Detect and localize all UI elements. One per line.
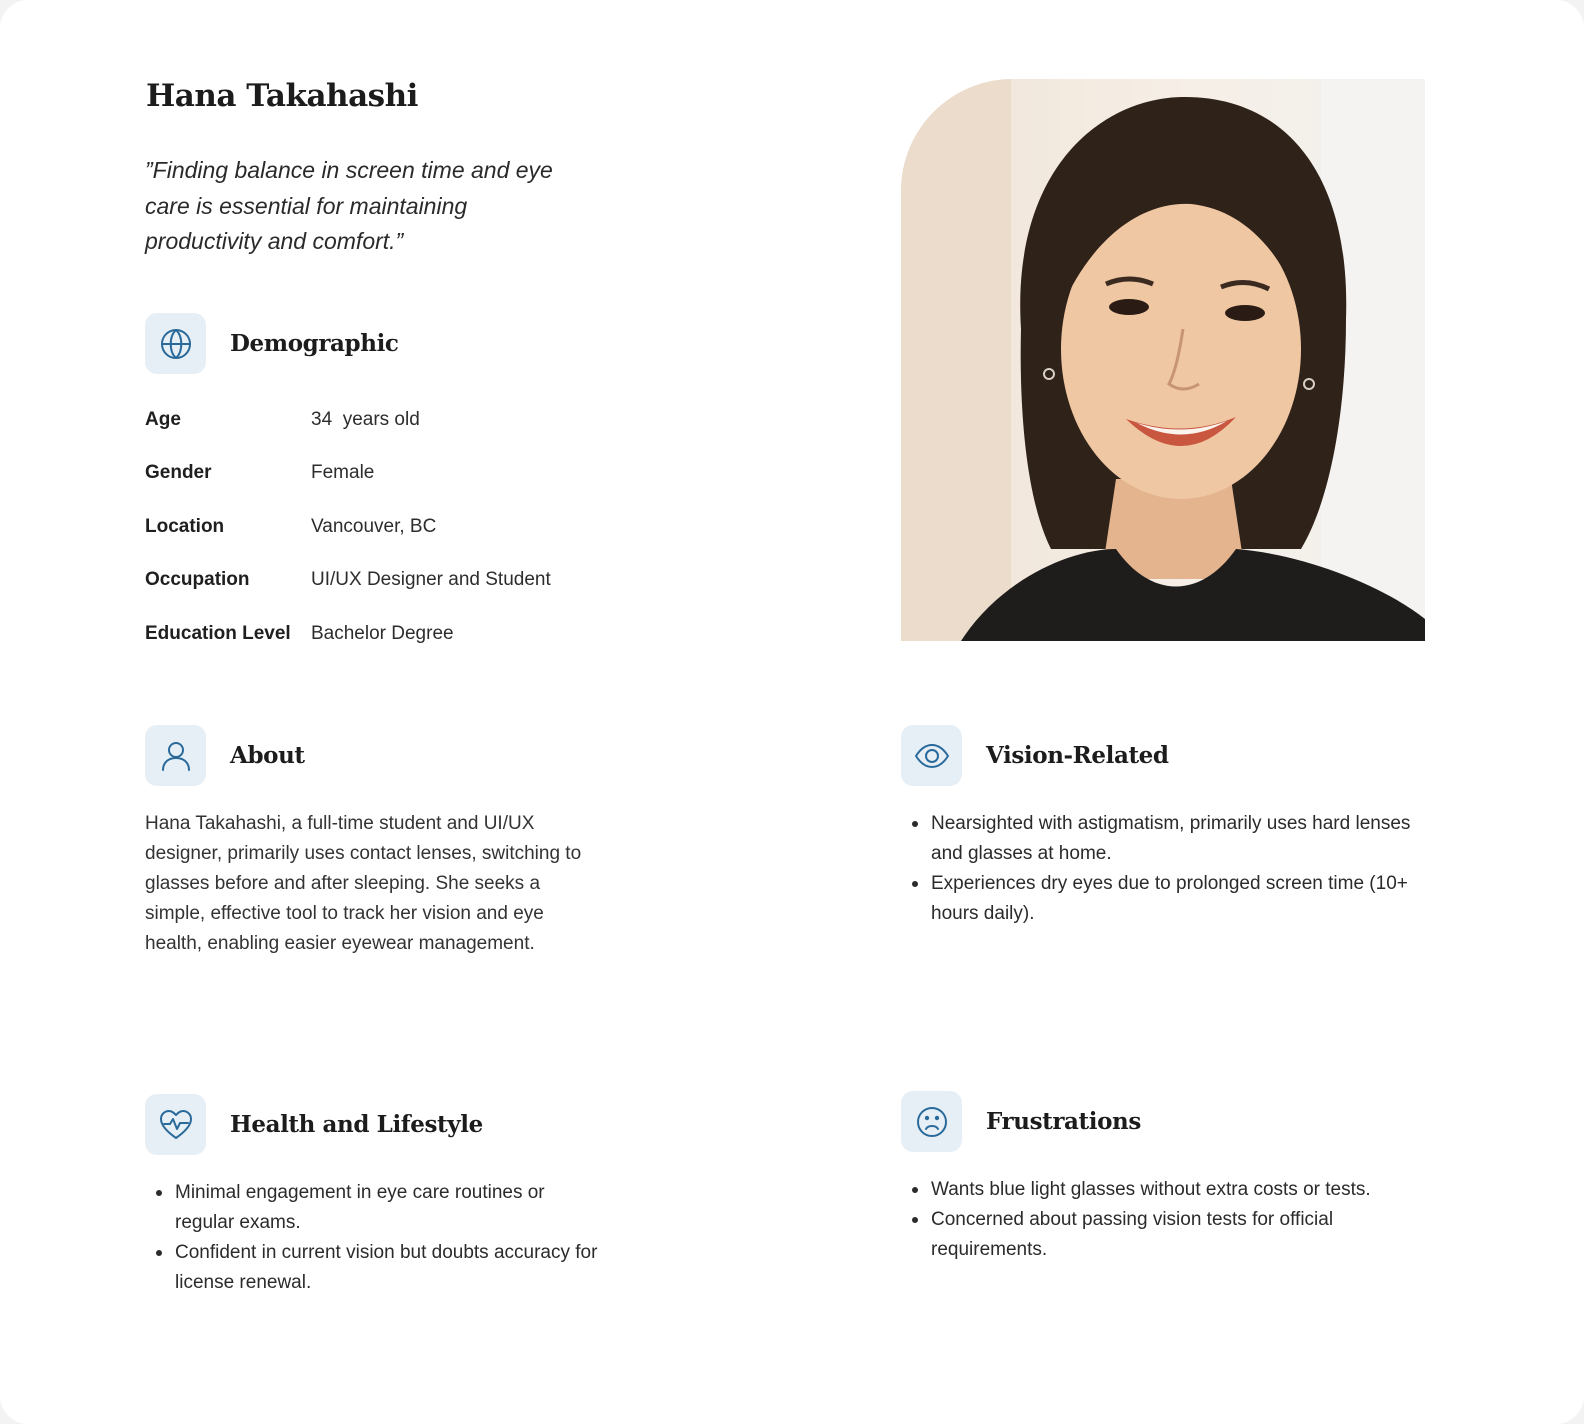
- sad-face-icon: [901, 1091, 962, 1152]
- health-title: Health and Lifestyle: [230, 1111, 483, 1138]
- demographic-value: 34 years old: [311, 408, 420, 430]
- list-item: Experiences dry eyes due to prolonged screen time (10+ hours daily).: [901, 869, 1431, 929]
- demographic-row-education: [145, 607, 665, 661]
- health-header: [145, 1094, 483, 1155]
- list-item: Concerned about passing vision tests for official requirements.: [901, 1205, 1431, 1265]
- about-title: About: [230, 742, 305, 769]
- list-item: Confident in current vision but doubts accuracy for license renewal.: [145, 1238, 605, 1298]
- persona-photo: [901, 79, 1425, 641]
- demographic-value: UI/UX Designer and Student: [311, 569, 551, 591]
- list-item: Nearsighted with astigmatism, primarily uses hard lenses and glasses at home.: [901, 809, 1431, 869]
- demographic-row-gender: [145, 447, 665, 501]
- persona-quote: ”Finding balance in screen time and eye care is essential for maintaining productivity and comfort.”: [145, 157, 553, 254]
- demographic-header: [145, 313, 399, 374]
- about-header: [145, 725, 305, 786]
- health-list: [145, 1178, 605, 1298]
- frustrations-header: [901, 1091, 1141, 1152]
- vision-list: [901, 809, 1431, 929]
- demographic-value: Vancouver, BC: [311, 515, 437, 537]
- demographic-label: Education Level: [145, 622, 291, 644]
- demographic-label: Occupation: [145, 569, 250, 591]
- demographic-table: [145, 393, 665, 661]
- frustrations-title: Frustrations: [986, 1108, 1141, 1135]
- list-item: Minimal engagement in eye care routines or regular exams.: [145, 1178, 605, 1238]
- globe-icon: [145, 313, 206, 374]
- demographic-label: Location: [145, 515, 225, 537]
- demographic-value: Female: [311, 462, 375, 484]
- about-text: Hana Takahashi, a full-time student and UI/UX designer, primarily uses contact lenses, switching to glasses before and after sleeping. She seeks a simple, effective tool to track her vision and eye health, enabling easier eyewear management.: [145, 813, 582, 954]
- persona-name: Hana Takahashi: [146, 78, 418, 114]
- vision-title: Vision-Related: [986, 742, 1169, 769]
- demographic-label: Gender: [145, 462, 212, 484]
- eye-icon: [901, 725, 962, 786]
- list-item: Wants blue light glasses without extra costs or tests.: [901, 1175, 1431, 1205]
- vision-header: [901, 725, 1169, 786]
- demographic-row-occupation: [145, 554, 665, 608]
- demographic-title: Demographic: [230, 330, 399, 357]
- demographic-label: Age: [145, 408, 181, 430]
- user-icon: [145, 725, 206, 786]
- demographic-value: Bachelor Degree: [311, 622, 454, 644]
- heart-pulse-icon: [145, 1094, 206, 1155]
- frustrations-list: [901, 1175, 1431, 1265]
- demographic-row-location: [145, 500, 665, 554]
- demographic-row-age: [145, 393, 665, 447]
